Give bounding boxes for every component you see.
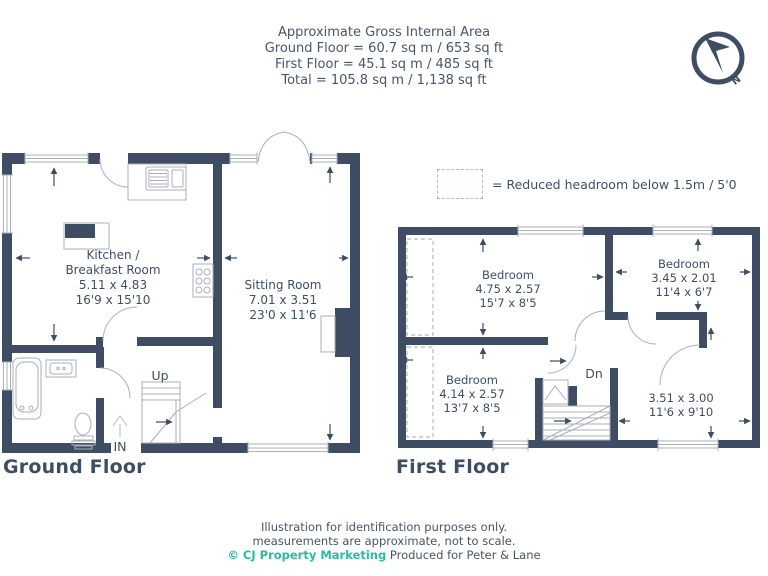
footer-credits xyxy=(0,548,768,562)
entrance-arrow-icon xyxy=(113,416,127,437)
fireplace-recess xyxy=(321,316,335,352)
kitchen-sink-icon xyxy=(128,164,186,200)
reduced-headroom-swatch xyxy=(437,169,483,199)
legend-reduced-headroom: = Reduced headroom below 1.5m / 5'0 xyxy=(492,177,737,192)
room-dim-bedroom2-metric: 3.45 x 2.01 xyxy=(651,271,717,285)
room-label-sitting: Sitting Room xyxy=(244,278,322,292)
room-label-bedroom1: Bedroom xyxy=(481,268,535,282)
room-dim-bedroom3-imperial: 13'7 x 8'5 xyxy=(443,401,501,415)
door-arc xyxy=(628,316,656,344)
floor-title-ground: Ground Floor xyxy=(3,456,146,478)
room-dim-bedroom2-imperial: 11'4 x 6'7 xyxy=(655,285,713,299)
basin-icon xyxy=(46,360,76,377)
window xyxy=(1,362,13,390)
footer-brand: © CJ Property Marketing xyxy=(227,548,387,562)
footer-disclaimer-line1: Illustration for identification purposes only. xyxy=(260,520,508,534)
door-arc xyxy=(548,345,576,373)
north-compass-icon xyxy=(685,25,755,97)
header-area-summary xyxy=(0,25,768,89)
entrance-in-label: IN xyxy=(113,439,127,454)
window xyxy=(1,175,13,233)
room-dim-kitchen-metric: 5.11 x 4.83 xyxy=(78,278,148,292)
room-label-kitchen-2: Breakfast Room xyxy=(65,263,161,277)
stairs-up xyxy=(142,382,206,443)
compass-needle xyxy=(705,38,730,73)
compass-n-label: N xyxy=(729,73,744,88)
window xyxy=(493,438,528,451)
door-arc xyxy=(103,307,137,341)
room-dim-sitting-imperial: 23'0 x 11'6 xyxy=(249,308,317,322)
area-ground-floor: Ground Floor = 60.7 sq m / 653 sq ft xyxy=(264,41,504,56)
reduced-headroom-zone xyxy=(407,239,433,335)
door-arc xyxy=(660,345,700,385)
room-dim-room4-imperial: 11'6 x 9'10 xyxy=(648,405,714,419)
room-dim-sitting-metric: 7.01 x 3.51 xyxy=(248,293,318,307)
room-dim-kitchen-imperial: 16'9 x 15'10 xyxy=(75,293,151,307)
room-label-kitchen-1: Kitchen / xyxy=(86,248,140,262)
window xyxy=(248,441,328,454)
area-total: Total = 105.8 sq m / 1,138 sq ft xyxy=(281,73,487,88)
area-first-floor: First Floor = 45.1 sq m / 485 sq ft xyxy=(274,57,494,72)
footer-disclaimer-line2: measurements are approximate, not to scale. xyxy=(252,534,516,548)
first-floor-plan xyxy=(395,215,768,457)
window xyxy=(653,224,712,237)
window xyxy=(25,152,88,165)
window xyxy=(312,152,337,165)
room-dim-bedroom1-metric: 4.75 x 2.57 xyxy=(475,282,541,296)
stairs-dn-label: Dn xyxy=(585,366,603,381)
chimney-breast xyxy=(335,308,351,357)
room-dim-bedroom3-metric: 4.14 x 2.57 xyxy=(439,387,505,401)
window xyxy=(658,438,718,451)
first-doors xyxy=(548,311,700,385)
stairs-up-label: Up xyxy=(151,368,169,383)
footer-disclaimer xyxy=(0,520,768,562)
room-dim-bedroom1-imperial: 15'7 x 8'5 xyxy=(479,296,537,310)
ground-floor-plan xyxy=(0,128,392,458)
room-label-bedroom2: Bedroom xyxy=(657,257,711,271)
footer-produced: Produced for Peter & Lane xyxy=(389,548,541,562)
header-title: Approximate Gross Internal Area xyxy=(277,25,491,40)
window xyxy=(518,224,583,237)
bathtub-icon xyxy=(13,358,41,419)
door-arc xyxy=(575,311,605,341)
room-label-bedroom3: Bedroom xyxy=(445,373,499,387)
window xyxy=(230,152,257,165)
hob-icon xyxy=(193,264,213,297)
kitchen-island xyxy=(64,223,109,249)
room-dim-room4-metric: 3.51 x 3.00 xyxy=(648,391,714,405)
floor-title-first: First Floor xyxy=(396,456,510,478)
